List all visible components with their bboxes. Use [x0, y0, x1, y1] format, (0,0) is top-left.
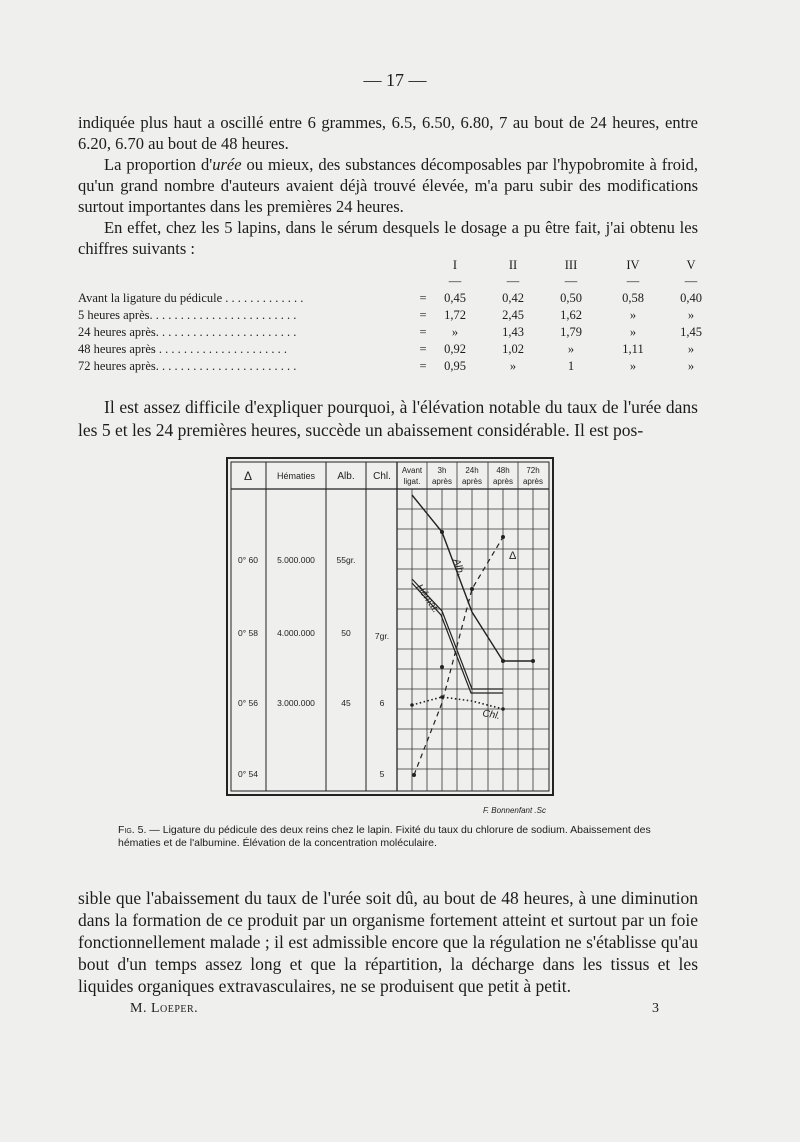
delta-level: 0° 54 — [238, 769, 258, 779]
row-label: 24 heures après. . . . . . . . . . . . . . . . . . . . . . . — [78, 325, 297, 339]
table-cell: 0,95 — [444, 359, 466, 373]
hematies-level: 3.000.000 — [277, 698, 315, 708]
delta-level: 0° 60 — [238, 555, 258, 565]
chl-curve — [412, 697, 503, 709]
table-cell: 1,72 — [444, 308, 466, 322]
paragraph-2-rest: ou mieux, des substances décomposables par l'hypobromite à froid, qu'un grand nombre d'auteurs avaient déjà trouvé élevée, m'a paru subir des modifications surtout importantes dans les premières 24 heures. — [78, 155, 698, 216]
alb-curve — [412, 495, 533, 661]
table-col-header: I — [452, 258, 458, 272]
table-row — [78, 325, 718, 342]
table-col-header: II — [508, 258, 518, 272]
footer-sheet-number: 3 — [652, 1001, 659, 1016]
table-cell: 1,02 — [502, 342, 524, 356]
table-cell: 1,79 — [560, 325, 582, 339]
delta-header: Δ — [243, 469, 253, 483]
table-cell: 1 — [567, 359, 575, 373]
time-header-4a: 48h — [496, 466, 510, 475]
time-header-3b: après — [461, 477, 483, 486]
row-label: 48 heures après . . . . . . . . . . . . . . . . . . . . . — [78, 342, 287, 356]
table-row — [78, 308, 718, 325]
paragraph-3: En effet, chez les 5 lapins, dans le sérum desquels le dosage a pu être fait, j'ai obtenu les chiffres suivants : — [78, 218, 698, 258]
table-cell: 2,45 — [502, 308, 524, 322]
time-header-2a: 3h — [437, 466, 447, 475]
alb-header: Alb. — [337, 471, 355, 482]
alb-level: 45 — [341, 698, 351, 708]
engraver-signature: F. Bonnenfant .Sc — [482, 806, 546, 815]
grid-vertical — [412, 462, 533, 791]
table-cell: » — [629, 308, 637, 322]
caption-text: Ligature du pédicule des deux reins chez le lapin. Fixité du taux du chlorure de sodium. Abaissement des hématies et de l'albumine. Élévation de la concentration moléculaire. — [118, 824, 651, 849]
row-equals: = — [419, 291, 427, 305]
hematies-header: Hématies — [276, 471, 316, 481]
table-col-header: IV — [626, 258, 640, 272]
table-cell: 1,62 — [560, 308, 582, 322]
table-cell: 1,11 — [622, 342, 644, 356]
paragraph-2-start: La proportion d' — [104, 155, 213, 174]
figure-caption — [118, 824, 668, 850]
table-row — [78, 291, 718, 308]
delta-level: 0° 58 — [238, 628, 258, 638]
hematies-level: 5.000.000 — [277, 555, 315, 565]
table-dash: — — [506, 274, 520, 288]
chl-level: 7gr. — [374, 631, 390, 641]
table-cell: 0,58 — [622, 291, 644, 305]
chl-level: 5 — [379, 769, 385, 779]
paragraph-1: indiquée plus haut a oscillé entre 6 grammes, 6.5, 6.50, 6.80, 7 au bout de 24 heures, entre 6.20, 6.70 au bout de 48 heures. — [78, 113, 698, 153]
figure-outer-frame — [227, 458, 553, 795]
time-header-1a: Avant — [401, 466, 423, 475]
table-cell: 0,42 — [502, 291, 524, 305]
table-cell: 0,40 — [680, 291, 702, 305]
footer-author: M. Loeper. — [130, 1001, 199, 1016]
time-header-1b: ligat. — [403, 477, 421, 486]
alb-curve-label: Alb. — [450, 557, 467, 578]
row-equals: = — [419, 308, 427, 322]
caption-lead: Fig. 5. — — [118, 824, 163, 836]
row-label: Avant la ligature du pédicule . . . . . . . . . . . . . — [78, 291, 304, 305]
figure-5-chart — [226, 457, 556, 825]
row-label: 5 heures après. . . . . . . . . . . . . . . . . . . . . . . . — [78, 308, 297, 322]
figure-inner-frame — [231, 462, 549, 791]
paragraph-2 — [78, 154, 698, 217]
table-cell: » — [451, 325, 459, 339]
figure-svg — [226, 457, 556, 825]
table-row — [78, 342, 718, 359]
paragraph-4: Il est assez difficile d'expliquer pourquoi, à l'élévation notable du taux de l'urée dans les 5 et les 24 premières heures, succède un abaissement considérable. Il est pos- — [78, 397, 698, 440]
table-cell: 0,50 — [560, 291, 582, 305]
time-header-5b: après — [522, 477, 544, 486]
chl-header: Chl. — [373, 471, 391, 482]
table-cell: » — [629, 325, 637, 339]
time-header-5a: 72h — [526, 466, 540, 475]
table-dash: — — [448, 274, 462, 288]
page-number: — 17 — — [363, 70, 427, 90]
row-equals: = — [419, 325, 427, 339]
delta-level: 0° 56 — [238, 698, 258, 708]
table-cell: 1,45 — [680, 325, 702, 339]
chl-level: 6 — [379, 698, 385, 708]
hematies-level: 4.000.000 — [277, 628, 315, 638]
table-dash: — — [684, 274, 698, 288]
table-cell: » — [629, 359, 637, 373]
table-cell: » — [567, 342, 575, 356]
table-cell: » — [509, 359, 517, 373]
table-cell: » — [687, 342, 695, 356]
table-cell: » — [687, 359, 695, 373]
uree-term: urée — [212, 155, 242, 174]
table-row — [78, 359, 718, 376]
table-dash: — — [626, 274, 640, 288]
row-label: 72 heures après. . . . . . . . . . . . . . . . . . . . . . . — [78, 359, 297, 373]
table-cell: 1,43 — [502, 325, 524, 339]
hemat-curve-label: Hémat. — [413, 582, 442, 616]
paragraph-5: sible que l'abaissement du taux de l'urée soit dû, au bout de 48 heures, à une diminution dans la formation de ce produit par un organisme fortement atteint et surtout par un foie fonctionnellement malade ; il est admissible encore que la régulation ne s'établisse qu'au bout d'un temps assez long et que la répartition, la décharge dans les tissus et les liquides organiques extravasculaires, ne se produisent que petit à petit. — [78, 888, 698, 996]
table-col-header: III — [564, 258, 578, 272]
table-cell: 0,45 — [444, 291, 466, 305]
time-header-2b: après — [431, 477, 453, 486]
table-dash: — — [564, 274, 578, 288]
row-equals: = — [419, 359, 427, 373]
table-cell: » — [687, 308, 695, 322]
grid-horizontal — [397, 509, 549, 769]
alb-level: 55gr. — [336, 555, 356, 565]
chl-curve-label: Chl. — [481, 708, 501, 723]
row-equals: = — [419, 342, 427, 356]
alb-level: 50 — [341, 628, 351, 638]
table-col-header: V — [686, 258, 696, 272]
table-cell: 0,92 — [444, 342, 466, 356]
delta-curve-label: Δ — [509, 550, 517, 562]
time-header-3a: 24h — [465, 466, 479, 475]
time-header-4b: après — [492, 477, 514, 486]
